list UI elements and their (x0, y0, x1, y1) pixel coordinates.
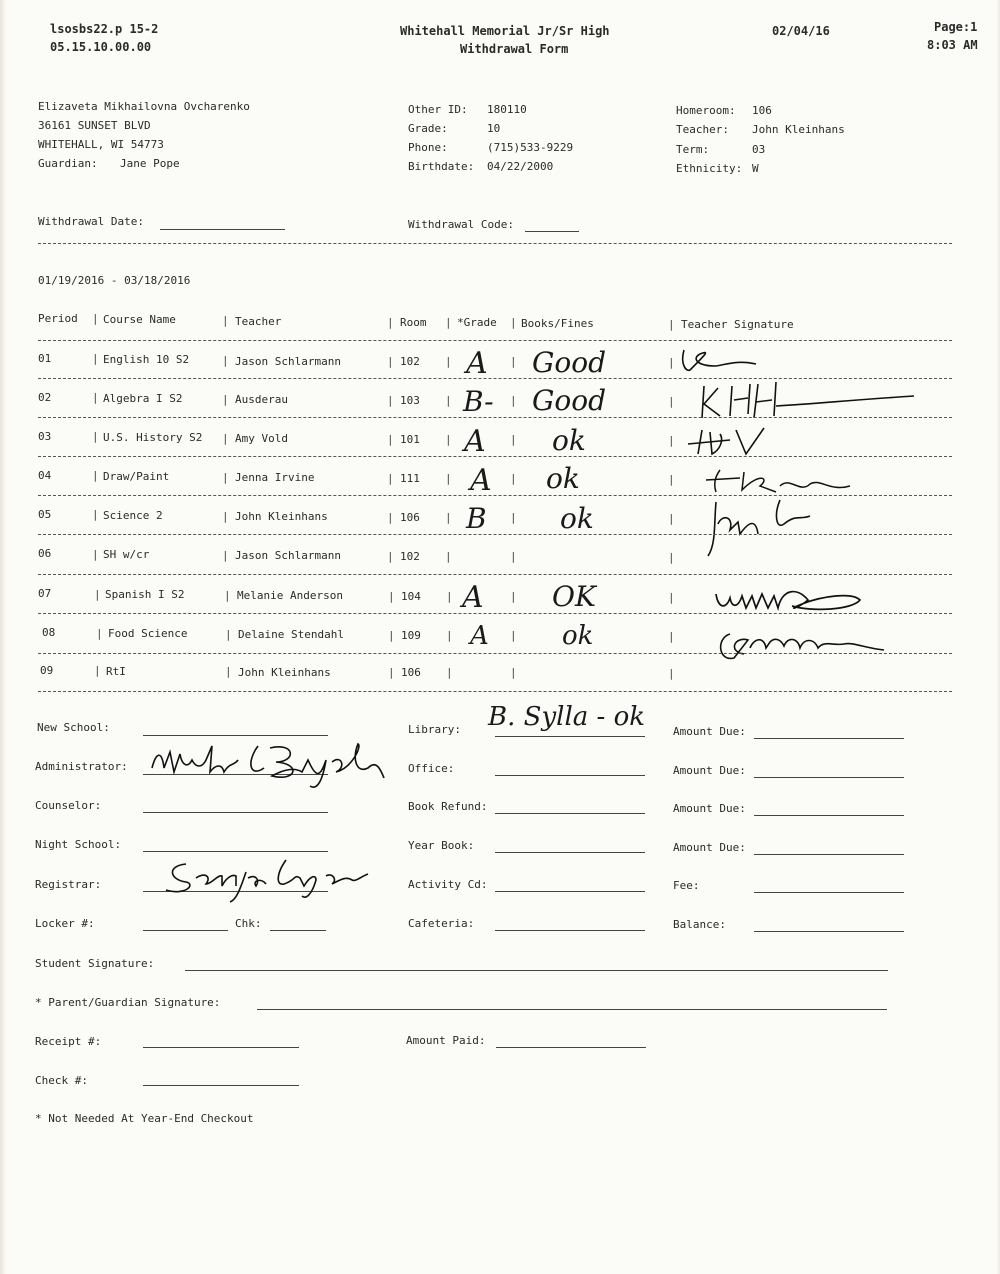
course-cell: SH w/cr (103, 548, 150, 561)
course-cell: Food Science (108, 627, 188, 640)
teacher-signature (714, 626, 894, 672)
term-label: Term: (676, 143, 710, 156)
room-cell: 103 (400, 394, 420, 407)
term-date-range: 01/19/2016 - 03/18/2016 (38, 274, 191, 287)
balance-field[interactable] (754, 931, 904, 932)
student-address-line2: WHITEHALL, WI 54773 (38, 138, 164, 151)
form-title: Withdrawal Form (460, 42, 569, 56)
teacher-cell: Jenna Irvine (235, 471, 315, 484)
homeroom-label: Homeroom: (676, 104, 736, 117)
books-cell: ok (560, 502, 594, 535)
col-divider: | (668, 395, 675, 408)
check-number-label: Check #: (35, 1074, 88, 1087)
col-divider: | (92, 430, 99, 443)
col-divider: | (92, 312, 99, 325)
counselor-field[interactable] (143, 812, 328, 813)
col-divider: | (388, 629, 395, 642)
col-divider: | (387, 433, 394, 446)
ethnicity-value: W (752, 162, 759, 175)
books-cell: ok (562, 621, 594, 651)
col-divider: | (92, 469, 99, 482)
room-cell: 102 (400, 355, 420, 368)
teacher-value: John Kleinhans (752, 123, 845, 136)
col-divider: | (445, 355, 452, 368)
room-cell: 111 (400, 472, 420, 485)
table-bottom-rule (38, 691, 952, 692)
fee-label: Fee: (673, 879, 700, 892)
col-divider: | (92, 391, 99, 404)
fee-field[interactable] (754, 892, 904, 893)
col-divider: | (510, 394, 517, 407)
col-header-room: Room (400, 316, 427, 329)
teacher-cell: Melanie Anderson (237, 589, 343, 602)
period-cell: 05 (38, 508, 52, 521)
period-cell: 09 (40, 664, 54, 677)
col-divider: | (94, 588, 101, 601)
period-cell: 03 (38, 430, 52, 443)
col-divider: | (668, 318, 675, 331)
col-header-grade: *Grade (457, 316, 497, 329)
col-divider: | (225, 665, 232, 678)
col-divider: | (668, 591, 675, 604)
course-cell: Algebra I S2 (103, 392, 183, 405)
col-divider: | (510, 472, 517, 485)
parent-signature-label: * Parent/Guardian Signature: (35, 996, 221, 1009)
room-cell: 109 (401, 629, 421, 642)
withdrawal-code-field[interactable] (525, 231, 579, 232)
parent-signature-field[interactable] (257, 1009, 887, 1010)
receipt-label: Receipt #: (35, 1035, 102, 1048)
col-divider: | (510, 433, 517, 446)
amount-due-field[interactable] (754, 777, 904, 778)
room-cell: 106 (400, 511, 420, 524)
col-divider: | (388, 666, 395, 679)
other-id-value: 180110 (487, 103, 527, 116)
col-divider: | (668, 551, 675, 564)
chk-label: Chk: (235, 917, 262, 930)
col-divider: | (222, 510, 229, 523)
office-field[interactable] (495, 775, 645, 776)
other-id-label: Other ID: (408, 103, 468, 116)
grade-cell: B (466, 502, 487, 535)
col-divider: | (387, 316, 394, 329)
print-time: 8:03 AM (927, 38, 978, 52)
footnote: * Not Needed At Year-End Checkout (35, 1112, 254, 1125)
print-date: 02/04/16 (772, 24, 830, 38)
birthdate-value: 04/22/2000 (487, 160, 554, 173)
grade-cell: B- (463, 385, 494, 418)
period-cell: 02 (38, 391, 52, 404)
period-cell: 08 (42, 626, 56, 639)
grade-cell: A (470, 621, 489, 651)
grade-cell: A (462, 580, 484, 615)
activity-card-label: Activity Cd: (408, 878, 488, 891)
night-school-label: Night School: (35, 838, 122, 851)
teacher-cell: John Kleinhans (238, 666, 331, 679)
new-school-field[interactable] (143, 735, 328, 736)
col-divider: | (92, 548, 99, 561)
col-divider: | (445, 472, 452, 485)
col-divider: | (668, 473, 675, 486)
amount-due-field[interactable] (754, 854, 904, 855)
teacher-signature (700, 494, 830, 568)
col-header-course: Course Name (103, 313, 176, 326)
counselor-label: Counselor: (35, 799, 102, 812)
col-divider: | (222, 549, 229, 562)
col-divider: | (510, 511, 517, 524)
col-divider: | (387, 550, 394, 563)
col-divider: | (222, 471, 229, 484)
col-divider: | (222, 393, 229, 406)
table-header-rule (38, 340, 952, 341)
receipt-field[interactable] (143, 1047, 299, 1048)
office-label: Office: (408, 762, 455, 775)
chk-field[interactable] (270, 930, 326, 931)
teacher-signature (676, 344, 776, 378)
col-divider: | (387, 472, 394, 485)
registrar-signature (156, 850, 376, 910)
col-divider: | (510, 629, 517, 642)
room-cell: 102 (400, 550, 420, 563)
room-cell: 101 (400, 433, 420, 446)
row-rule (38, 534, 952, 535)
col-divider: | (668, 667, 675, 680)
teacher-signature (680, 424, 780, 460)
period-cell: 06 (38, 547, 52, 560)
teacher-cell: John Kleinhans (235, 510, 328, 523)
col-divider: | (446, 590, 453, 603)
withdrawal-date-field[interactable] (160, 229, 285, 230)
teacher-cell: Jason Schlarmann (235, 549, 341, 562)
col-divider: | (92, 352, 99, 365)
room-cell: 106 (401, 666, 421, 679)
term-value: 03 (752, 143, 766, 156)
col-header-teacher: Teacher (235, 315, 282, 328)
school-name: Whitehall Memorial Jr/Sr High (400, 24, 610, 38)
books-cell: ok (552, 424, 586, 457)
books-cell: ok (546, 462, 580, 495)
new-school-label: New School: (37, 721, 110, 734)
teacher-signature (712, 580, 872, 620)
col-divider: | (510, 590, 517, 603)
period-cell: 07 (38, 587, 52, 600)
book-refund-label: Book Refund: (408, 800, 488, 813)
separator (38, 243, 952, 244)
amount-due-label: Amount Due: (673, 764, 746, 777)
amount-paid-field[interactable] (496, 1047, 646, 1048)
col-divider: | (225, 628, 232, 641)
row-rule (38, 456, 952, 457)
student-name: Elizaveta Mikhailovna Ovcharenko (38, 100, 250, 113)
ethnicity-label: Ethnicity: (676, 162, 743, 175)
teacher-label: Teacher: (676, 123, 729, 136)
period-cell: 04 (38, 469, 52, 482)
grade-label: Grade: (408, 122, 448, 135)
col-header-books: Books/Fines (521, 317, 594, 330)
course-cell: Spanish I S2 (105, 588, 185, 601)
col-divider: | (387, 394, 394, 407)
phone-label: Phone: (408, 141, 448, 154)
library-note: B. Sylla - ok (488, 702, 645, 732)
administrator-signature (146, 738, 396, 794)
guardian-label: Guardian: (38, 157, 98, 170)
amount-due-field[interactable] (754, 738, 904, 739)
course-cell: RtI (106, 665, 126, 678)
course-cell: U.S. History S2 (103, 431, 203, 444)
library-field[interactable] (495, 736, 645, 737)
amount-due-label: Amount Due: (673, 802, 746, 815)
teacher-cell: Delaine Stendahl (238, 628, 344, 641)
scan-right-edge (996, 0, 1000, 1274)
student-address-line1: 36161 SUNSET BLVD (38, 119, 151, 132)
period-cell: 01 (38, 352, 52, 365)
guardian-name: Jane Pope (120, 157, 180, 170)
col-divider: | (668, 434, 675, 447)
row-rule (38, 417, 952, 418)
year-book-field[interactable] (495, 852, 645, 853)
student-signature-field[interactable] (185, 970, 888, 971)
col-divider: | (445, 394, 452, 407)
amount-due-label: Amount Due: (673, 725, 746, 738)
course-cell: Draw/Paint (103, 470, 170, 483)
page-number: Page:1 (934, 20, 978, 34)
course-cell: English 10 S2 (103, 353, 190, 366)
row-rule (38, 653, 952, 654)
report-id: lsosbs22.p 15-2 (50, 22, 159, 36)
cafeteria-label: Cafeteria: (408, 917, 475, 930)
col-divider: | (96, 627, 103, 640)
withdrawal-date-label: Withdrawal Date: (38, 215, 144, 228)
student-signature-label: Student Signature: (35, 957, 155, 970)
col-divider: | (445, 433, 452, 446)
room-cell: 104 (401, 590, 421, 603)
col-header-period: Period (38, 312, 78, 325)
col-divider: | (510, 355, 517, 368)
registrar-label: Registrar: (35, 878, 102, 891)
teacher-cell: Jason Schlarmann (235, 355, 341, 368)
teacher-cell: Ausderau (235, 393, 288, 406)
cafeteria-field[interactable] (495, 930, 645, 931)
grade-cell: A (464, 424, 486, 459)
grade-cell: A (466, 346, 488, 381)
books-cell: Good (532, 384, 607, 417)
col-divider: | (445, 550, 452, 563)
activity-card-field[interactable] (495, 891, 645, 892)
locker-field[interactable] (143, 930, 228, 931)
col-divider: | (387, 511, 394, 524)
col-divider: | (387, 355, 394, 368)
col-divider: | (92, 508, 99, 521)
withdrawal-code-label: Withdrawal Code: (408, 218, 514, 231)
col-divider: | (388, 590, 395, 603)
amount-paid-label: Amount Paid: (406, 1034, 486, 1047)
balance-label: Balance: (673, 918, 726, 931)
birthdate-label: Birthdate: (408, 160, 475, 173)
col-divider: | (510, 550, 517, 563)
col-divider: | (222, 354, 229, 367)
col-divider: | (510, 666, 517, 679)
course-cell: Science 2 (103, 509, 163, 522)
homeroom-value: 106 (752, 104, 772, 117)
amount-due-field[interactable] (754, 815, 904, 816)
year-book-label: Year Book: (408, 839, 475, 852)
col-divider: | (510, 316, 517, 329)
report-version: 05.15.10.00.00 (50, 40, 152, 54)
col-divider: | (446, 629, 453, 642)
col-divider: | (224, 589, 231, 602)
books-cell: Good (532, 346, 607, 379)
row-rule (38, 574, 952, 575)
col-header-signature: Teacher Signature (681, 318, 794, 331)
teacher-cell: Amy Vold (235, 432, 288, 445)
col-divider: | (445, 316, 452, 329)
scan-left-edge (0, 0, 6, 1274)
library-label: Library: (408, 723, 461, 736)
locker-label: Locker #: (35, 917, 95, 930)
grade-value: 10 (487, 122, 501, 135)
col-divider: | (668, 630, 675, 643)
col-divider: | (668, 356, 675, 369)
col-divider: | (222, 432, 229, 445)
phone-value: (715)533-9229 (487, 141, 574, 154)
administrator-label: Administrator: (35, 760, 128, 773)
check-number-field[interactable] (143, 1085, 299, 1086)
col-divider: | (445, 511, 452, 524)
col-divider: | (222, 314, 229, 327)
col-divider: | (668, 512, 675, 525)
row-rule (38, 613, 952, 614)
amount-due-label: Amount Due: (673, 841, 746, 854)
grade-cell: A (470, 463, 492, 498)
col-divider: | (446, 666, 453, 679)
books-cell: OK (552, 580, 596, 613)
col-divider: | (94, 664, 101, 677)
book-refund-field[interactable] (495, 813, 645, 814)
